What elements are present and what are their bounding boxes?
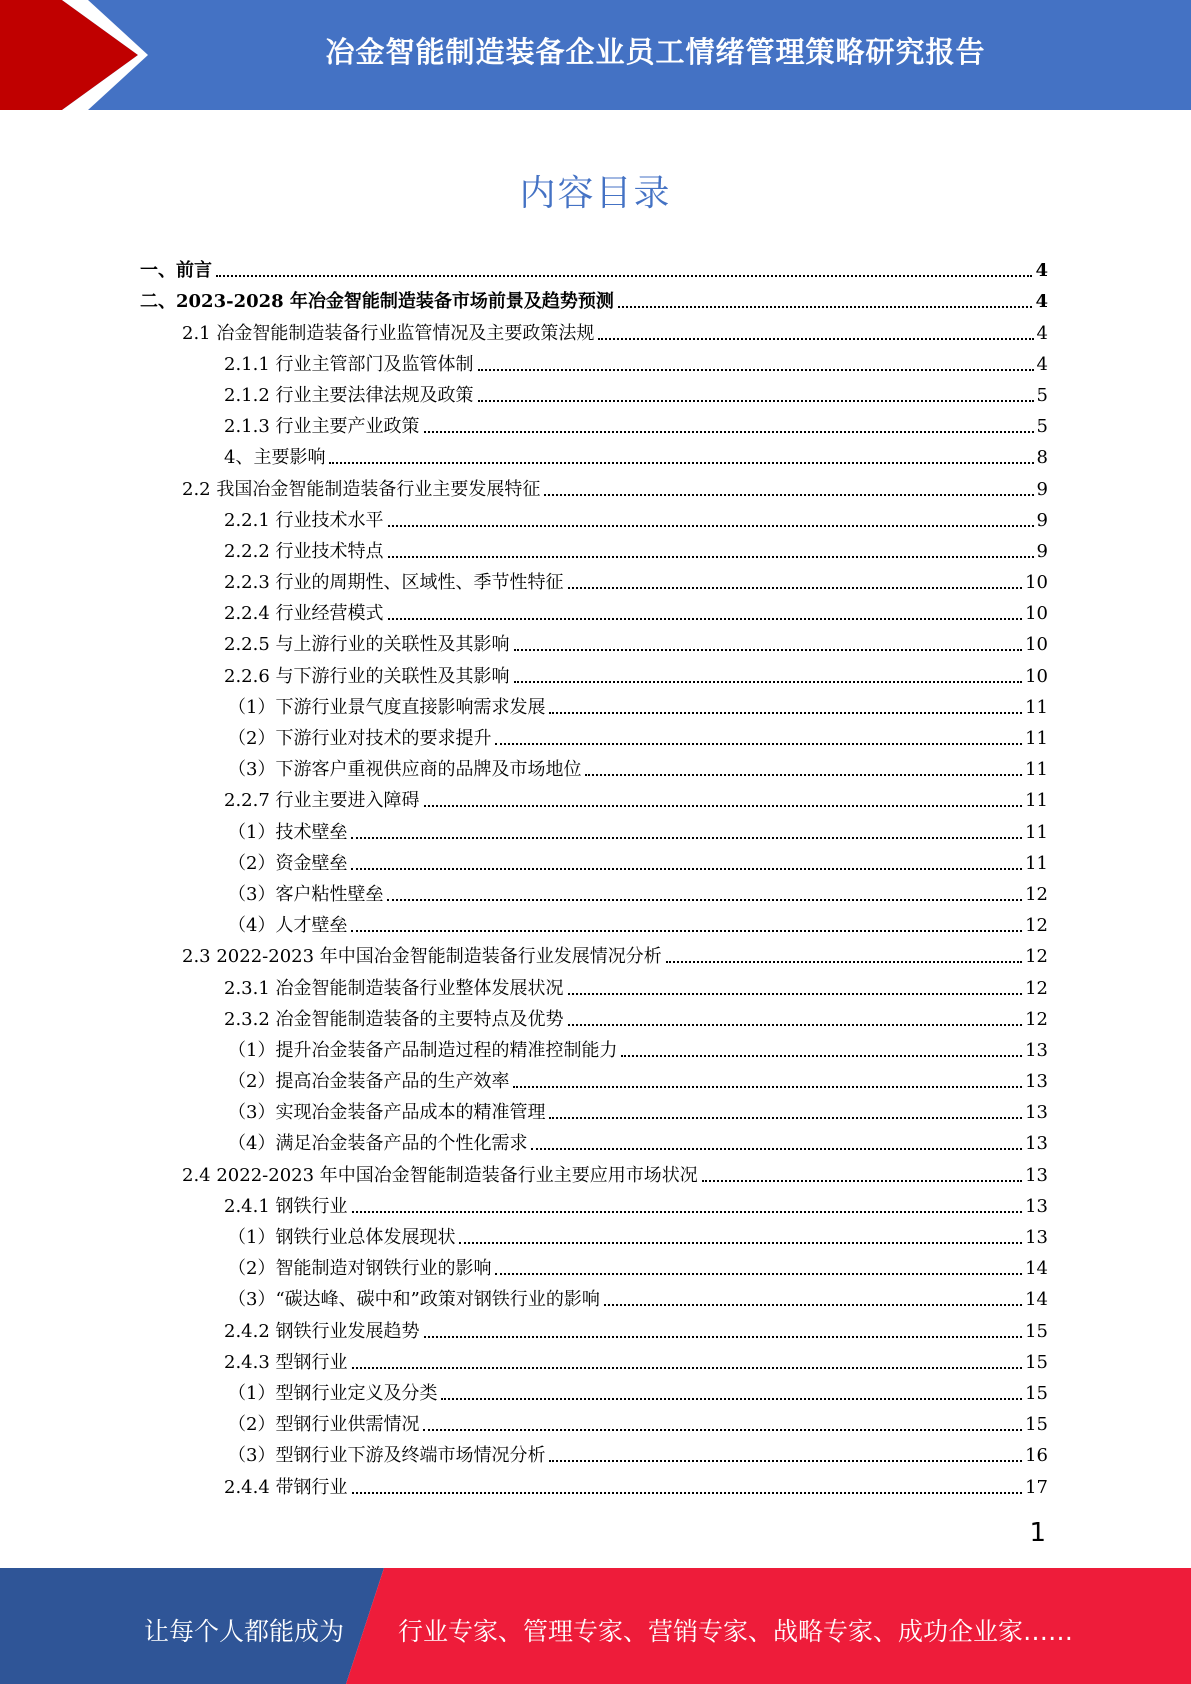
toc-leader-dots bbox=[495, 743, 1022, 745]
toc-leader-dots bbox=[666, 961, 1022, 963]
toc-entry-page: 10 bbox=[1025, 572, 1048, 594]
toc-leader-dots bbox=[424, 1336, 1023, 1338]
toc-entry[interactable] bbox=[140, 1375, 1048, 1406]
toc-entry[interactable] bbox=[140, 938, 1048, 969]
toc-entry[interactable] bbox=[140, 1281, 1048, 1312]
toc-entry-title: 2.4.3 型钢行业 bbox=[224, 1351, 348, 1373]
toc-leader-dots bbox=[388, 525, 1034, 527]
toc-entry-title: 2.2 我国冶金智能制造装备行业主要发展特征 bbox=[182, 478, 541, 500]
toc-entry-page: 12 bbox=[1025, 977, 1048, 999]
toc-entry[interactable] bbox=[140, 595, 1048, 626]
toc-entry-page: 10 bbox=[1025, 603, 1048, 625]
toc-entry[interactable] bbox=[140, 1001, 1048, 1032]
toc-entry-title: 2.2.6 与下游行业的关联性及其影响 bbox=[224, 665, 510, 687]
toc-entry-title: 二、2023-2028 年冶金智能制造装备市场前景及趋势预测 bbox=[140, 291, 614, 313]
toc-entry[interactable] bbox=[140, 1250, 1048, 1281]
toc-entry[interactable] bbox=[140, 283, 1048, 314]
toc-entry-title: 一、前言 bbox=[140, 260, 212, 282]
toc-leader-dots bbox=[531, 1148, 1022, 1150]
toc-entry-page: 5 bbox=[1036, 384, 1048, 406]
toc-entry[interactable] bbox=[140, 470, 1048, 501]
toc-entry[interactable] bbox=[140, 720, 1048, 751]
toc-leader-dots bbox=[544, 494, 1033, 496]
toc-entry-title: （2）智能制造对钢铁行业的影响 bbox=[228, 1258, 492, 1280]
toc-entry-page: 10 bbox=[1025, 665, 1048, 687]
toc-entry-title: 2.2.7 行业主要进入障碍 bbox=[224, 790, 420, 812]
toc-entry[interactable] bbox=[140, 408, 1048, 439]
toc-entry-page: 9 bbox=[1036, 478, 1048, 500]
toc-leader-dots bbox=[424, 431, 1034, 433]
toc-entry[interactable] bbox=[140, 1219, 1048, 1250]
toc-leader-dots bbox=[495, 1273, 1022, 1275]
footer-slogan-right: 行业专家、管理专家、营销专家、战略专家、成功企业家…… bbox=[398, 1617, 1074, 1646]
footer-banner bbox=[0, 1568, 1191, 1684]
toc-entry-page: 11 bbox=[1025, 728, 1048, 749]
toc-entry-title: （4）人才壁垒 bbox=[228, 915, 348, 937]
toc-entry-title: 2.1.1 行业主管部门及监管体制 bbox=[224, 353, 474, 375]
toc-leader-dots bbox=[621, 1055, 1022, 1057]
toc-leader-dots bbox=[388, 618, 1023, 620]
toc-entry-title: 2.1 冶金智能制造装备行业监管情况及主要政策法规 bbox=[182, 322, 595, 344]
toc-leader-dots bbox=[351, 930, 1022, 932]
toc-entry-page: 11 bbox=[1025, 790, 1048, 812]
toc-entry[interactable] bbox=[140, 1188, 1048, 1219]
toc-entry-title: （1）钢铁行业总体发展现状 bbox=[228, 1227, 456, 1248]
toc-entry-page: 15 bbox=[1025, 1382, 1048, 1404]
toc-leader-dots bbox=[598, 338, 1033, 340]
toc-entry-page: 13 bbox=[1025, 1227, 1048, 1248]
toc-leader-dots bbox=[604, 1304, 1022, 1306]
toc-leader-dots bbox=[216, 275, 1032, 277]
toc-leader-dots bbox=[618, 306, 1033, 308]
toc-entry[interactable] bbox=[140, 1094, 1048, 1125]
toc-entry-page: 13 bbox=[1025, 1164, 1048, 1186]
toc-entry[interactable] bbox=[140, 1406, 1048, 1437]
toc-leader-dots bbox=[514, 681, 1023, 683]
toc-entry[interactable] bbox=[140, 1032, 1048, 1063]
toc-entry-title: 2.4.1 钢铁行业 bbox=[224, 1195, 348, 1217]
toc-entry-title: （3）实现冶金装备产品成本的精准管理 bbox=[228, 1102, 546, 1124]
toc-entry-page: 4 bbox=[1035, 291, 1048, 313]
toc-entry-page: 11 bbox=[1025, 696, 1048, 718]
toc-entry-page: 11 bbox=[1025, 821, 1048, 843]
toc-leader-dots bbox=[329, 462, 1033, 464]
toc-leader-dots bbox=[352, 1367, 1023, 1369]
toc-entry-page: 9 bbox=[1036, 509, 1048, 531]
toc-leader-dots bbox=[423, 1429, 1022, 1431]
toc-entry-title: （3）下游客户重视供应商的品牌及市场地位 bbox=[228, 759, 582, 781]
toc-entry-page: 13 bbox=[1025, 1195, 1048, 1217]
toc-leader-dots bbox=[351, 837, 1022, 839]
toc-leader-dots bbox=[513, 1086, 1022, 1088]
toc-leader-dots bbox=[514, 649, 1023, 651]
toc-entry[interactable] bbox=[140, 626, 1048, 657]
table-of-contents bbox=[140, 252, 1048, 1500]
toc-entry-title: （1）型钢行业定义及分类 bbox=[228, 1382, 438, 1404]
toc-entry-page: 13 bbox=[1025, 1133, 1048, 1155]
toc-leader-dots bbox=[441, 1398, 1022, 1400]
toc-title: 内容目录 bbox=[519, 173, 672, 214]
toc-entry-title: （3）型钢行业下游及终端市场情况分析 bbox=[228, 1445, 546, 1467]
toc-entry[interactable] bbox=[140, 1125, 1048, 1156]
toc-entry-page: 10 bbox=[1025, 634, 1048, 656]
toc-entry-page: 9 bbox=[1036, 540, 1048, 562]
toc-leader-dots bbox=[568, 993, 1023, 995]
toc-leader-dots bbox=[478, 400, 1034, 402]
toc-entry-page: 4 bbox=[1036, 322, 1048, 344]
toc-entry-page: 4 bbox=[1036, 353, 1048, 375]
toc-entry-page: 12 bbox=[1025, 915, 1048, 937]
toc-entry-page: 14 bbox=[1025, 1258, 1048, 1280]
toc-entry[interactable] bbox=[140, 782, 1048, 813]
toc-entry-page: 15 bbox=[1025, 1320, 1048, 1342]
toc-entry-page: 14 bbox=[1025, 1289, 1048, 1311]
toc-entry[interactable] bbox=[140, 377, 1048, 408]
report-title: 冶金智能制造装备企业员工情绪管理策略研究报告 bbox=[325, 35, 986, 69]
toc-entry[interactable] bbox=[140, 439, 1048, 470]
toc-entry-title: （2）型钢行业供需情况 bbox=[228, 1414, 420, 1436]
toc-leader-dots bbox=[459, 1242, 1022, 1244]
toc-entry-page: 15 bbox=[1025, 1351, 1048, 1373]
toc-entry-page: 12 bbox=[1025, 883, 1048, 905]
toc-entry[interactable] bbox=[140, 1156, 1048, 1187]
toc-entry[interactable] bbox=[140, 533, 1048, 564]
toc-entry-title: 2.3 2022-2023 年中国冶金智能制造装备行业发展情况分析 bbox=[182, 946, 662, 968]
toc-entry-title: （1）下游行业景气度直接影响需求发展 bbox=[228, 696, 546, 718]
toc-entry-title: （2）提高冶金装备产品的生产效率 bbox=[228, 1071, 510, 1093]
toc-leader-dots bbox=[388, 556, 1034, 558]
toc-leader-dots bbox=[549, 1460, 1022, 1462]
toc-leader-dots bbox=[424, 805, 1023, 807]
toc-entry[interactable] bbox=[140, 1437, 1048, 1468]
toc-entry-page: 13 bbox=[1025, 1102, 1048, 1124]
toc-entry-title: （1）提升冶金装备产品制造过程的精准控制能力 bbox=[228, 1039, 618, 1061]
toc-entry-title: 2.1.2 行业主要法律法规及政策 bbox=[224, 384, 474, 406]
toc-entry-page: 12 bbox=[1025, 1008, 1048, 1030]
toc-entry-title: （3）“碳达峰、碳中和”政策对钢铁行业的影响 bbox=[228, 1289, 600, 1311]
toc-leader-dots bbox=[549, 712, 1022, 714]
toc-entry-page: 11 bbox=[1025, 759, 1048, 781]
toc-entry-title: 2.4 2022-2023 年中国冶金智能制造装备行业主要应用市场状况 bbox=[182, 1164, 698, 1186]
toc-entry[interactable] bbox=[140, 252, 1048, 283]
toc-entry[interactable] bbox=[140, 907, 1048, 938]
toc-entry-title: 2.4.2 钢铁行业发展趋势 bbox=[224, 1320, 420, 1342]
toc-entry-title: 2.1.3 行业主要产业政策 bbox=[224, 416, 420, 438]
toc-entry[interactable] bbox=[140, 813, 1048, 844]
toc-entry-page: 17 bbox=[1025, 1476, 1048, 1498]
toc-entry-title: （2）下游行业对技术的要求提升 bbox=[228, 728, 492, 749]
footer-slogan-left: 让每个人都能成为 bbox=[144, 1617, 345, 1646]
toc-leader-dots bbox=[352, 1211, 1023, 1213]
toc-entry-title: （2）资金壁垒 bbox=[228, 852, 348, 874]
toc-entry[interactable] bbox=[140, 751, 1048, 782]
toc-leader-dots bbox=[568, 1024, 1023, 1026]
toc-entry[interactable] bbox=[140, 1063, 1048, 1094]
toc-entry-page: 11 bbox=[1025, 852, 1048, 874]
toc-leader-dots bbox=[549, 1117, 1022, 1119]
toc-entry-page: 15 bbox=[1025, 1414, 1048, 1436]
toc-leader-dots bbox=[387, 899, 1022, 901]
page-number: 1 bbox=[1029, 1518, 1046, 1548]
toc-entry-title: （4）满足冶金装备产品的个性化需求 bbox=[228, 1133, 528, 1155]
toc-entry-title: 4、主要影响 bbox=[224, 447, 326, 469]
toc-entry-page: 12 bbox=[1025, 946, 1048, 968]
toc-entry-title: （3）客户粘性壁垒 bbox=[228, 883, 384, 905]
toc-leader-dots bbox=[585, 774, 1022, 776]
toc-entry[interactable] bbox=[140, 969, 1048, 1000]
toc-leader-dots bbox=[352, 1492, 1023, 1494]
toc-entry[interactable] bbox=[140, 1344, 1048, 1375]
toc-entry-title: 2.3.1 冶金智能制造装备行业整体发展状况 bbox=[224, 977, 564, 999]
toc-leader-dots bbox=[568, 587, 1023, 589]
toc-entry-page: 8 bbox=[1036, 447, 1048, 469]
toc-entry[interactable] bbox=[140, 1312, 1048, 1343]
toc-entry[interactable] bbox=[140, 502, 1048, 533]
toc-leader-dots bbox=[478, 369, 1034, 371]
toc-entry[interactable] bbox=[140, 845, 1048, 876]
toc-entry-title: （1）技术壁垒 bbox=[228, 821, 348, 843]
toc-entry-title: 2.4.4 带钢行业 bbox=[224, 1476, 348, 1498]
toc-entry-page: 4 bbox=[1035, 260, 1048, 282]
toc-entry[interactable] bbox=[140, 657, 1048, 688]
toc-entry-page: 5 bbox=[1036, 416, 1048, 438]
toc-entry[interactable] bbox=[140, 346, 1048, 377]
toc-entry-title: 2.2.3 行业的周期性、区域性、季节性特征 bbox=[224, 572, 564, 594]
header-banner bbox=[0, 0, 1191, 110]
toc-entry-title: 2.2.4 行业经营模式 bbox=[224, 603, 384, 625]
toc-entry-page: 16 bbox=[1025, 1445, 1048, 1467]
toc-entry[interactable] bbox=[140, 314, 1048, 345]
toc-entry-page: 13 bbox=[1025, 1071, 1048, 1093]
toc-leader-dots bbox=[351, 868, 1022, 870]
toc-entry[interactable] bbox=[140, 876, 1048, 907]
toc-entry-title: 2.2.2 行业技术特点 bbox=[224, 540, 384, 562]
toc-entry[interactable] bbox=[140, 1468, 1048, 1499]
toc-entry[interactable] bbox=[140, 564, 1048, 595]
toc-entry-title: 2.2.1 行业技术水平 bbox=[224, 509, 384, 531]
toc-entry-title: 2.3.2 冶金智能制造装备的主要特点及优势 bbox=[224, 1008, 564, 1030]
toc-entry-title: 2.2.5 与上游行业的关联性及其影响 bbox=[224, 634, 510, 656]
toc-leader-dots bbox=[702, 1180, 1022, 1182]
toc-entry-page: 13 bbox=[1025, 1039, 1048, 1061]
toc-entry[interactable] bbox=[140, 689, 1048, 720]
